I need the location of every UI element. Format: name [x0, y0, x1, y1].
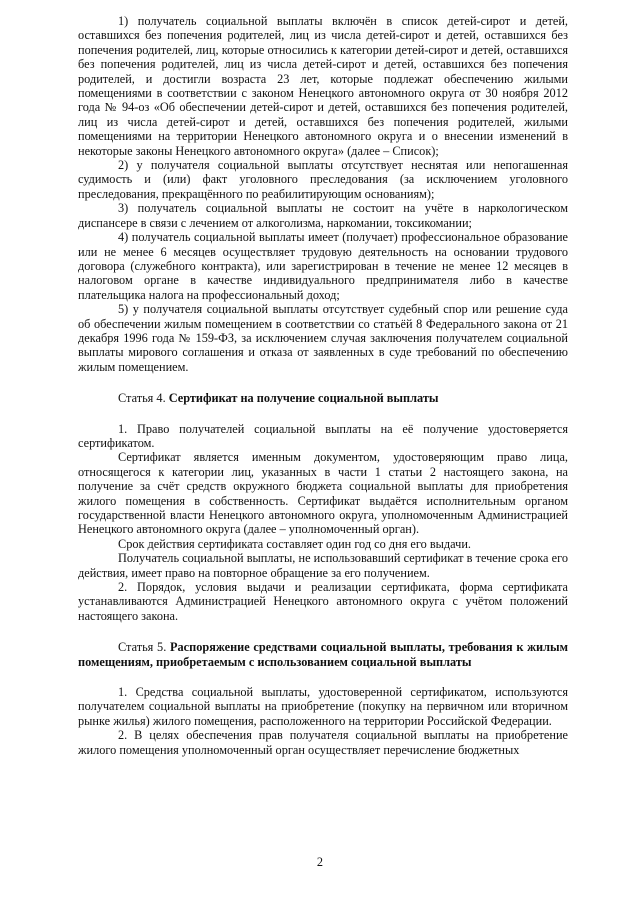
- paragraph-item-4: 4) получатель социальной выплаты имеет (получает) профессиональное образование или не менее 6 месяцев осуществляет трудовую деятельность на основании трудового договора (служебного контракта), или зарегистрирован в течение не менее 12 месяцев в налоговом органе в качестве индивидуального предпринимателя либо в качестве плательщика налога на профессиональный доход;: [78, 230, 568, 302]
- article-5-paragraph: 1. Средства социальной выплаты, удостоверенной сертификатом, используются получателем социальной выплаты на приобретение (покупку на первичном или вторичном рынке жилья) жилого помещения, расположенного на территории Российской Федерации.: [78, 685, 568, 728]
- article-4-heading: [78, 391, 568, 405]
- page-number: 2: [316, 855, 324, 869]
- article-5-paragraph: 2. В целях обеспечения прав получателя социальной выплаты на приобретение жилого помещения уполномоченный орган осуществляет перечисление бюджетных: [78, 728, 568, 757]
- paragraph-item-1: 1) получатель социальной выплаты включён в список детей-сирот и детей, оставшихся без попечения родителей, лиц из числа детей-сирот и детей, оставшихся без попечения родителей, лиц, которые относились к категории детей-сирот и детей, оставшихся без попечения родителей, лиц из числа детей-сирот и детей, оставшихся без попечения родителей, и достигли возраста 23 лет, которые подлежат обеспечению жилыми помещениями в соответствии с законом Ненецкого автономного округа от 30 ноября 2012 года № 94-оз «Об обеспечении детей-сирот и детей, оставшихся без попечения родителей, лиц из числа детей-сирот и детей, оставшихся без попечения родителей, жилыми помещениями на территории Ненецкого автономного округа и о внесении изменений в некоторые законы Ненецкого автономного округа» (далее – Список);: [78, 14, 568, 158]
- article-4-paragraph: 1. Право получателей социальной выплаты на её получение удостоверяется сертификатом.: [78, 421, 568, 450]
- document-page: [78, 14, 568, 757]
- article-4-paragraph: Сертификат является именным документом, удостоверяющим право лица, относящегося к категории лиц, указанных в части 1 статьи 2 настоящего закона, на получение за счёт средств окружного бюджета социальной выплаты для приобретения жилого помещения в собственность. Сертификат выдаётся исполнительным органом государственной власти Ненецкого автономного округа, уполномоченным Администрацией Ненецкого автономного округа (далее – уполномоченный орган).: [78, 450, 568, 537]
- article-4-title: Сертификат на получение социальной выплаты: [168, 391, 439, 406]
- article-4-paragraph: Получатель социальной выплаты, не использовавший сертификат в течение срока его действия, имеет право на повторное обращение за его получением.: [78, 551, 568, 580]
- paragraph-item-3: 3) получатель социальной выплаты не состоит на учёте в наркологическом диспансере в связи с лечением от алкоголизма, наркомании, токсикомании;: [78, 201, 568, 230]
- article-4-prefix: Статья 4.: [118, 391, 169, 406]
- article-5-prefix: Статья 5.: [118, 640, 171, 655]
- paragraph-item-2: 2) у получателя социальной выплаты отсутствует неснятая или непогашенная судимость и (или) факт уголовного преследования (за исключением уголовного преследования, прекращённого по реабилитирующим основаниям);: [78, 158, 568, 201]
- article-4-paragraph: 2. Порядок, условия выдачи и реализации сертификата, форма сертификата устанавливаются Администрацией Ненецкого автономного округа с учётом положений настоящего закона.: [78, 580, 568, 623]
- article-5-heading: [78, 640, 568, 669]
- article-4-paragraph: Срок действия сертификата составляет один год со дня его выдачи.: [118, 536, 471, 551]
- paragraph-item-5: 5) у получателя социальной выплаты отсутствует судебный спор или решение суда об обеспечении жилым помещением в соответствии со статьёй 8 Федерального закона от 21 декабря 1996 года № 159-ФЗ, за исключением случая заключения получателем социальной выплаты мирового соглашения и отказа от заявленных в суде требований по обеспечению жилым помещением.: [78, 302, 568, 374]
- article-5-title: Распоряжение средствами социальной выплаты, требования к жилым помещениям, приобретаемым с использованием социальной выплаты: [78, 640, 569, 669]
